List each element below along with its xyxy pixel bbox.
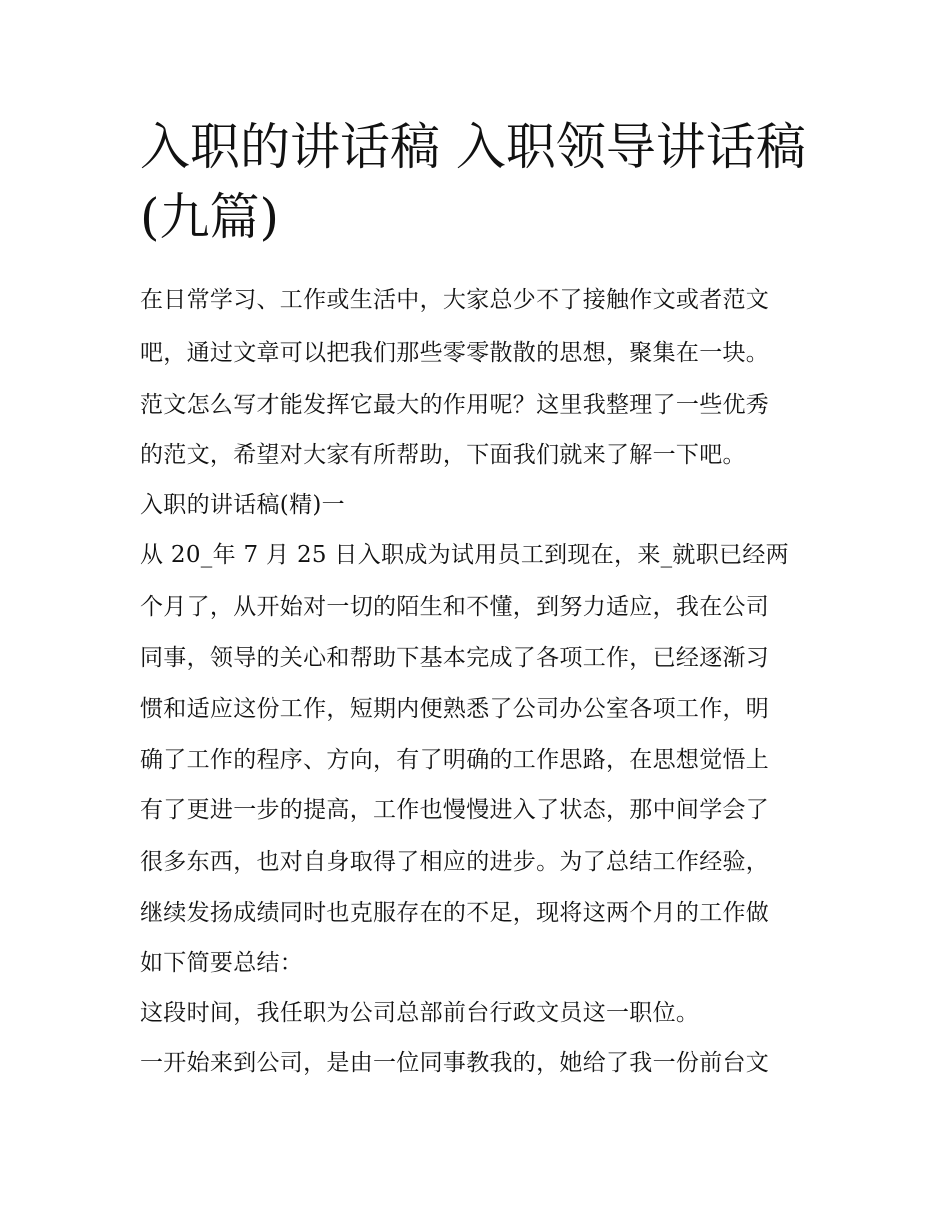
- body-text-line: 在日常学习、工作或生活中，大家总少不了接触作文或者范文: [140, 287, 770, 313]
- body-text-line: 一开始来到公司，是由一位同事教我的，她给了我一份前台文: [140, 1050, 770, 1076]
- section-heading: 入职的讲话稿(精)一: [140, 492, 345, 518]
- body-text-line: 范文怎么写才能发挥它最大的作用呢？这里我整理了一些优秀: [140, 392, 770, 418]
- body-text-line: 这段时间，我任职为公司总部前台行政文员这一职位。: [140, 1000, 700, 1026]
- body-text-line: 继续发扬成绩同时也克服存在的不足，现将这两个月的工作做: [140, 900, 770, 926]
- body-text-line: 的范文，希望对大家有所帮助，下面我们就来了解一下吧。: [140, 442, 746, 468]
- body-text-line: 惯和适应这份工作，短期内便熟悉了公司办公室各项工作，明: [140, 696, 770, 722]
- body-text-line: 有了更进一步的提高，工作也慢慢进入了状态，那中间学会了: [140, 797, 770, 823]
- body-text-line: 很多东西，也对自身取得了相应的进步。为了总结工作经验，: [140, 849, 770, 875]
- title-line-1: 入职的讲话稿 入职领导讲话稿: [140, 118, 806, 176]
- body-text-line: 从 20_年 7 月 25 日入职成为试用员工到现在，来_就职已经两: [140, 542, 789, 568]
- body-text-line: 确了工作的程序、方向，有了明确的工作思路，在思想觉悟上: [140, 747, 770, 773]
- body-text-line: 吧，通过文章可以把我们那些零零散散的思想，聚集在一块。: [140, 340, 770, 366]
- body-text-line: 如下简要总结：: [140, 950, 304, 976]
- document-title: [140, 112, 830, 252]
- body-text-line: 同事，领导的关心和帮助下基本完成了各项工作，已经逐渐习: [140, 645, 770, 671]
- title-line-2: (九篇): [140, 188, 280, 246]
- body-text-line: 个月了，从开始对一切的陌生和不懂，到努力适应，我在公司: [140, 594, 770, 620]
